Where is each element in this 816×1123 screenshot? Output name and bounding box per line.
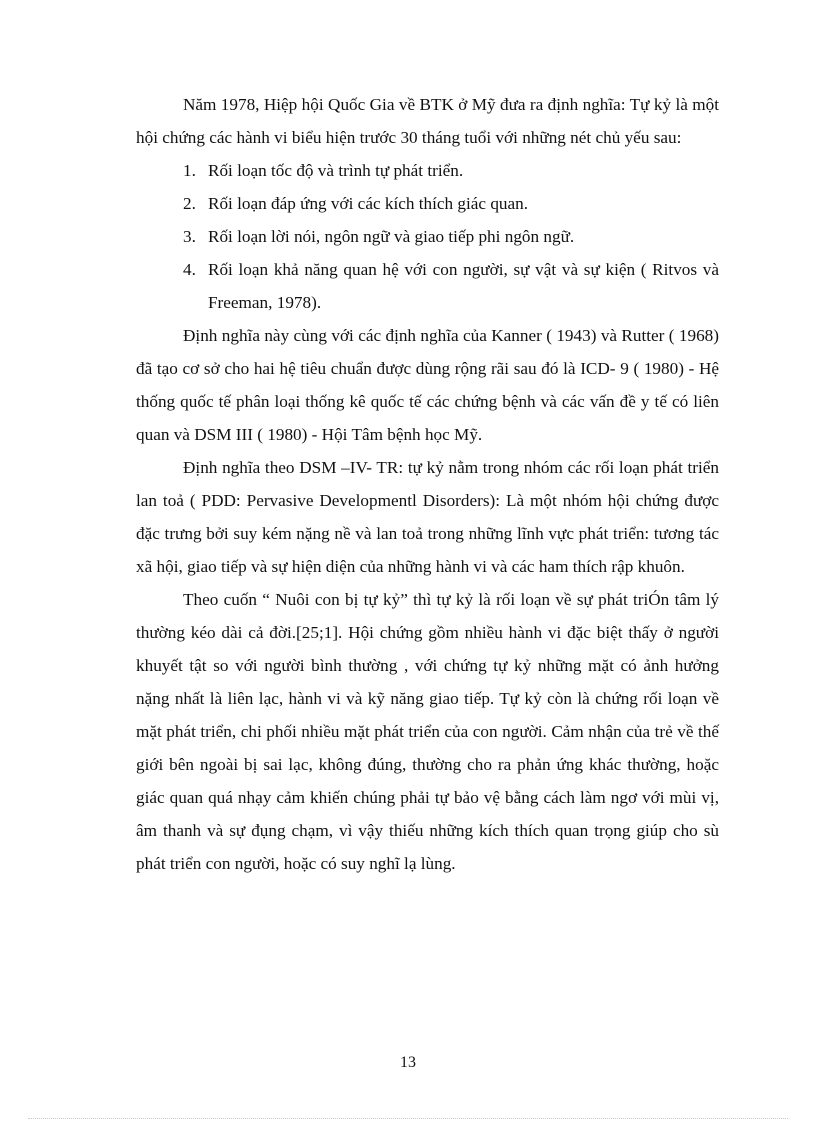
paragraph-4: Theo cuốn “ Nuôi con bị tự kỷ” thì tự kỷ là rối loạn về sự phát triÓn tâm lý thường kéo dài cả đời.[25;1]. Hội chứng gồm nhiều hành vi đặc biệt thấy ở người khuyết tật so với người bình thường , với chứng tự kỷ những mặt có ảnh hưởng nặng nhất là liên lạc, hành vi và kỹ năng giao tiếp. Tự kỷ còn là chứng rối loạn về mặt phát triển, chi phối nhiều mặt phát triển của con người. Cảm nhận của trẻ về thế giới bên ngoài bị sai lạc, không đúng, thường cho ra phản ứng khác thường, hoặc giác quan quá nhạy cảm khiến chúng phải tự bảo vệ bằng cách làm ngơ với mùi vị, âm thanh và sự đụng chạm, vì vậy thiếu những kích thích quan trọng giúp cho sù phát triển con người, hoặc có suy nghĩ lạ lùng. <box>136 590 719 873</box>
list-item-text: Rối loạn tốc độ và trình tự phát triển. <box>208 161 464 180</box>
list-item <box>136 154 719 187</box>
criteria-list <box>136 154 719 319</box>
list-item-text: Rối loạn khả năng quan hệ với con người, sự vật và sự kiện ( Ritvos và Freeman, 1978). <box>208 260 719 312</box>
list-number: 1. <box>183 161 196 180</box>
paragraph-2: Định nghĩa này cùng với các định nghĩa của Kanner ( 1943) và Rutter ( 1968) đã tạo cơ sở cho hai hệ tiêu chuẩn được dùng rộng rãi sau đó là ICD- 9 ( 1980) - Hệ thống quốc tế phân loại thống kê quốc tế các chứng bệnh và các vấn đề y tế có liên quan và DSM III ( 1980) - Hội Tâm bệnh học Mỹ. <box>136 326 719 444</box>
list-number: 2. <box>183 194 196 213</box>
page-number: 13 <box>400 1054 416 1071</box>
paragraph-3: Định nghĩa theo DSM –IV- TR: tự kỷ nằm trong nhóm các rối loạn phát triển lan toả ( PDD: Pervasive Developmentl Disorders): Là một nhóm hội chứng được đặc trưng bởi suy kém nặng nề và lan toả trong những lĩnh vực phát triển: tương tác xã hội, giao tiếp và sự hiện diện của những hành vi và các ham thích rập khuôn. <box>136 458 719 576</box>
list-item <box>136 187 719 220</box>
list-item-text: Rối loạn đáp ứng với các kích thích giác quan. <box>208 194 529 213</box>
footer-divider <box>28 1118 788 1119</box>
paragraph-1: Năm 1978, Hiệp hội Quốc Gia về BTK ở Mỹ đưa ra định nghĩa: Tự kỷ là một hội chứng các hành vi biểu hiện trước 30 tháng tuổi với những nét chủ yếu sau: <box>136 95 719 147</box>
body-text <box>136 88 719 880</box>
list-item <box>136 220 719 253</box>
list-number: 3. <box>183 227 196 246</box>
list-number: 4. <box>183 260 196 279</box>
list-item <box>136 253 719 319</box>
list-item-text: Rối loạn lời nói, ngôn ngữ và giao tiếp phi ngôn ngữ. <box>208 227 575 246</box>
